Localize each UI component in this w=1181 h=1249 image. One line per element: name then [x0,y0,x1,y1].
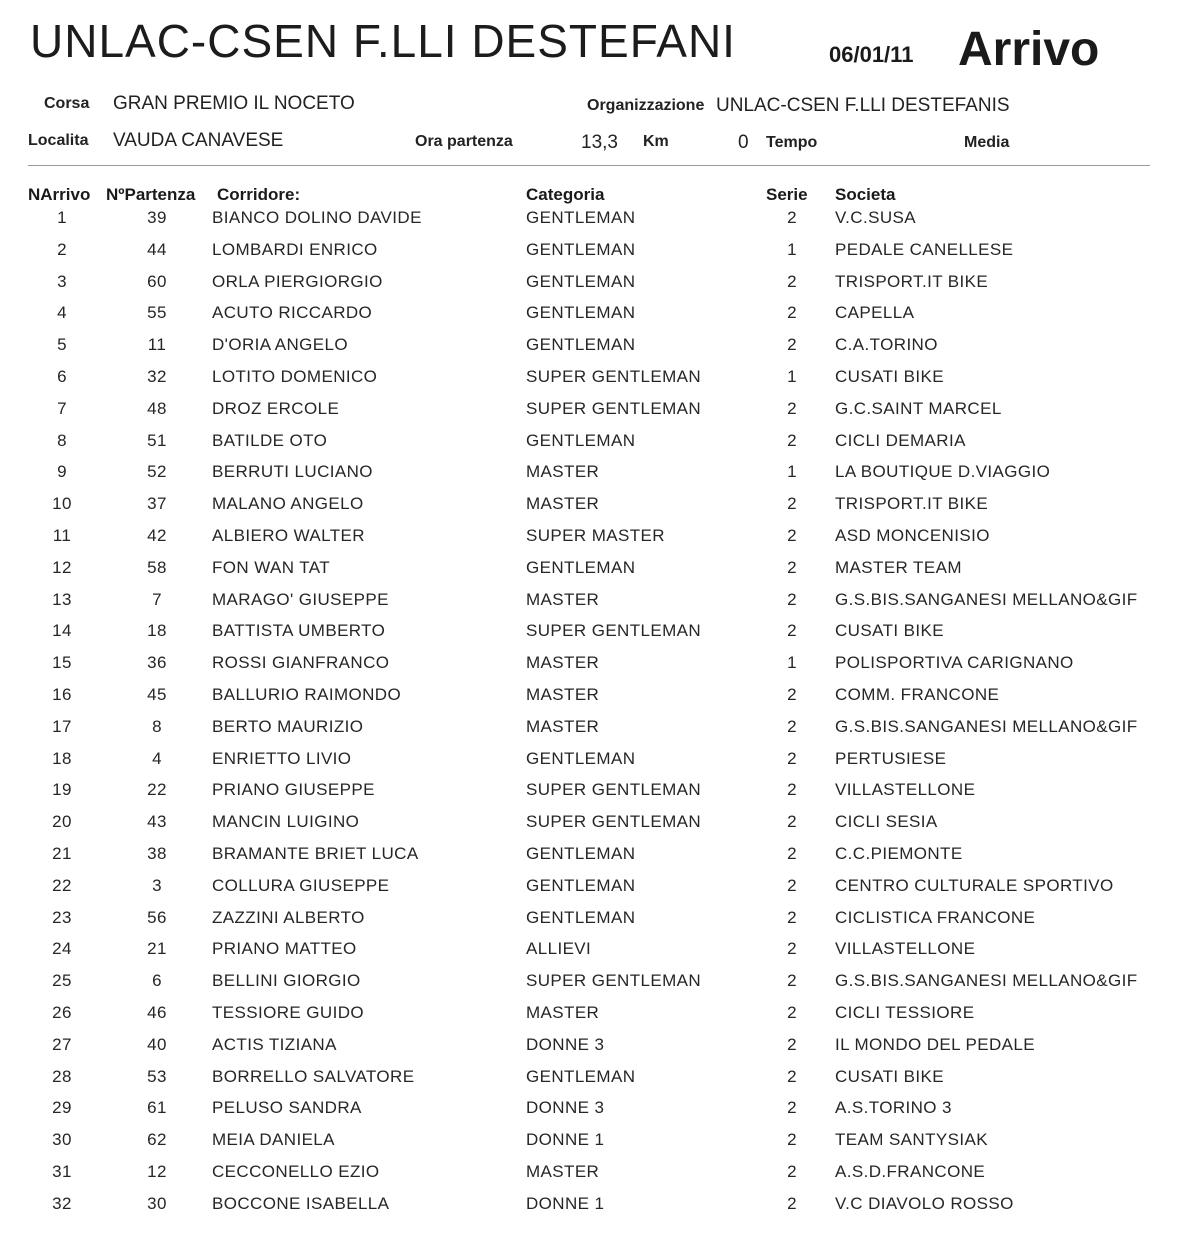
rider-name: BOCCONE ISABELLA [212,1193,390,1213]
category: MASTER [526,1161,600,1181]
series: 1 [787,653,797,673]
category: SUPER GENTLEMAN [526,971,702,991]
arrival-number: 28 [52,1066,72,1086]
rider-name: D'ORIA ANGELO [212,335,348,355]
category: GENTLEMAN [526,748,636,768]
rider-name: PELUSO SANDRA [212,1098,362,1118]
rider-name: BORRELLO SALVATORE [212,1066,415,1086]
table-row [0,1159,1181,1191]
team: TEAM SANTYSIAK [835,1130,988,1150]
rider-name: ZAZZINI ALBERTO [212,907,365,927]
series: 2 [787,843,797,863]
rider-name: BERRUTI LUCIANO [212,462,373,482]
category: MASTER [526,462,600,482]
localita-label: Localita [28,132,89,149]
category: GENTLEMAN [526,239,636,259]
start-number: 46 [147,1002,167,1022]
table-row [0,300,1181,332]
start-number: 61 [147,1098,167,1118]
start-number: 48 [147,398,167,418]
arrival-number: 7 [57,398,67,418]
category: GENTLEMAN [526,303,636,323]
table-row [0,714,1181,746]
table-row [0,205,1181,237]
team: TRISPORT.IT BIKE [835,271,989,291]
table-row [0,1127,1181,1159]
arrival-number: 5 [57,335,67,355]
rider-name: LOTITO DOMENICO [212,366,378,386]
arrival-number: 24 [52,939,72,959]
start-number: 40 [147,1034,167,1054]
team: IL MONDO DEL PEDALE [835,1034,1036,1054]
ora-partenza-value: 13,3 [581,132,618,153]
team: CAPELLA [835,303,915,323]
start-number: 37 [147,494,167,514]
media-label: Media [964,134,1010,151]
start-number: 11 [147,335,167,355]
table-row [0,396,1181,428]
category: SUPER GENTLEMAN [526,780,702,800]
series: 2 [787,748,797,768]
series: 2 [787,684,797,704]
table-row [0,905,1181,937]
team: POLISPORTIVA CARIGNANO [835,653,1074,673]
rider-name: DROZ ERCOLE [212,398,340,418]
category: DONNE 1 [526,1193,605,1213]
table-row [0,332,1181,364]
start-number: 52 [147,462,167,482]
series: 2 [787,557,797,577]
category: SUPER GENTLEMAN [526,621,702,641]
category: MASTER [526,653,600,673]
team: PEDALE CANELLESE [835,239,1014,259]
series: 2 [787,525,797,545]
start-number: 60 [147,271,167,291]
rider-name: BIANCO DOLINO DAVIDE [212,208,422,227]
start-number: 39 [147,208,167,227]
arrival-number: 21 [52,843,72,863]
start-number: 22 [147,780,167,800]
series: 2 [787,398,797,418]
team: TRISPORT.IT BIKE [835,494,989,514]
arrival-number: 14 [52,621,72,641]
series: 2 [787,271,797,291]
organizzazione-value: UNLAC-CSEN F.LLI DESTEFANIS [716,95,1010,116]
arrival-number: 4 [57,303,67,323]
series: 2 [787,1002,797,1022]
rider-name: CECCONELLO EZIO [212,1161,380,1181]
start-number: 30 [147,1193,167,1213]
table-row [0,936,1181,968]
localita-value: VAUDA CANAVESE [113,130,284,151]
start-number: 12 [147,1161,167,1181]
arrival-number: 22 [52,875,72,895]
race-date: 06/01/11 [829,42,914,67]
team: CUSATI BIKE [835,621,944,641]
series: 2 [787,907,797,927]
team: LA BOUTIQUE D.VIAGGIO [835,462,1051,482]
start-number: 21 [147,939,167,959]
column-header-categoria: Categoria [526,185,605,204]
table-row [0,841,1181,873]
category: MASTER [526,716,600,736]
start-number: 8 [152,716,162,736]
team: C.A.TORINO [835,335,938,355]
table-row [0,1032,1181,1064]
category: GENTLEMAN [526,271,636,291]
rider-name: ENRIETTO LIVIO [212,748,352,768]
category: DONNE 3 [526,1098,605,1118]
table-row [0,237,1181,269]
rider-name: PRIANO MATTEO [212,939,357,959]
rider-name: BALLURIO RAIMONDO [212,684,402,704]
series: 2 [787,1066,797,1086]
team: COMM. FRANCONE [835,684,1000,704]
rider-name: BATTISTA UMBERTO [212,621,386,641]
team: C.C.PIEMONTE [835,843,963,863]
category: DONNE 3 [526,1034,605,1054]
category: SUPER MASTER [526,525,665,545]
arrival-number: 25 [52,971,72,991]
category: SUPER GENTLEMAN [526,366,702,386]
team: G.S.BIS.SANGANESI MELLANO&GIF [835,589,1138,609]
series: 2 [787,1034,797,1054]
table-row [0,809,1181,841]
table-row [0,459,1181,491]
rider-name: BATILDE OTO [212,430,328,450]
table-row [0,364,1181,396]
rider-name: COLLURA GIUSEPPE [212,875,390,895]
table-row [0,1064,1181,1096]
table-row [0,746,1181,778]
series: 2 [787,812,797,832]
tempo-label: Tempo [766,134,818,151]
series: 1 [787,239,797,259]
arrival-number: 27 [52,1034,72,1054]
category: GENTLEMAN [526,907,636,927]
rider-name: ROSSI GIANFRANCO [212,653,390,673]
arrival-number: 30 [52,1130,72,1150]
arrival-number: 32 [52,1193,72,1213]
header-divider [28,165,1150,166]
km-value: 0 [738,132,749,153]
column-header-npartenza: NºPartenza [106,185,196,204]
team: MASTER TEAM [835,557,962,577]
series: 2 [787,494,797,514]
table-row [0,1191,1181,1223]
arrival-number: 17 [52,716,72,736]
category: GENTLEMAN [526,557,636,577]
rider-name: ACUTO RICCARDO [212,303,373,323]
table-row [0,777,1181,809]
start-number: 7 [152,589,162,609]
start-number: 38 [147,843,167,863]
start-number: 6 [152,971,162,991]
column-header-societa: Societa [835,185,896,204]
rider-name: TESSIORE GUIDO [212,1002,365,1022]
results-table [0,205,1181,1223]
category: ALLIEVI [526,939,592,959]
column-header-narrivo: NArrivo [28,185,91,204]
start-number: 18 [147,621,167,641]
table-row [0,269,1181,301]
category: SUPER GENTLEMAN [526,398,702,418]
arrivo-heading: Arrivo [958,23,1100,76]
start-number: 36 [147,653,167,673]
start-number: 45 [147,684,167,704]
team: CENTRO CULTURALE SPORTIVO [835,875,1114,895]
organizzazione-label: Organizzazione [587,97,705,114]
team: A.S.TORINO 3 [835,1098,952,1118]
team: CICLI TESSIORE [835,1002,975,1022]
arrival-number: 8 [57,430,67,450]
series: 2 [787,1161,797,1181]
table-row [0,1095,1181,1127]
arrival-number: 1 [57,208,67,227]
team: CICLISTICA FRANCONE [835,907,1036,927]
category: GENTLEMAN [526,208,636,227]
arrival-number: 12 [52,557,72,577]
arrival-number: 16 [52,684,72,704]
start-number: 32 [147,366,167,386]
start-number: 55 [147,303,167,323]
start-number: 42 [147,525,167,545]
rider-name: MANCIN LUIGINO [212,812,360,832]
table-row [0,491,1181,523]
team: G.C.SAINT MARCEL [835,398,1002,418]
team: V.C DIAVOLO ROSSO [835,1193,1014,1213]
series: 1 [787,462,797,482]
arrival-number: 2 [57,239,67,259]
series: 2 [787,335,797,355]
start-number: 43 [147,812,167,832]
category: GENTLEMAN [526,430,636,450]
category: MASTER [526,1002,600,1022]
rider-name: LOMBARDI ENRICO [212,239,378,259]
table-row [0,682,1181,714]
team: VILLASTELLONE [835,780,976,800]
arrival-number: 19 [52,780,72,800]
series: 2 [787,303,797,323]
column-header-corridore: Corridore: [217,185,301,204]
start-number: 56 [147,907,167,927]
rider-name: BERTO MAURIZIO [212,716,364,736]
team: A.S.D.FRANCONE [835,1161,986,1181]
arrival-number: 29 [52,1098,72,1118]
start-number: 62 [147,1130,167,1150]
corsa-label: Corsa [44,95,90,112]
table-row [0,523,1181,555]
arrival-number: 15 [52,653,72,673]
series: 2 [787,716,797,736]
rider-name: ACTIS TIZIANA [212,1034,337,1054]
team: G.S.BIS.SANGANESI MELLANO&GIF [835,971,1138,991]
team: PERTUSIESE [835,748,947,768]
category: GENTLEMAN [526,1066,636,1086]
table-row [0,618,1181,650]
arrival-number: 31 [52,1161,72,1181]
series: 2 [787,780,797,800]
series: 2 [787,939,797,959]
team: ASD MONCENISIO [835,525,990,545]
ora-partenza-label: Ora partenza [415,133,513,150]
arrival-number: 3 [57,271,67,291]
team: CUSATI BIKE [835,1066,944,1086]
arrival-number: 18 [52,748,72,768]
arrival-number: 23 [52,907,72,927]
table-row [0,968,1181,1000]
rider-name: ALBIERO WALTER [212,525,365,545]
series: 2 [787,971,797,991]
document-title: UNLAC-CSEN F.LLI DESTEFANI [30,15,736,67]
category: SUPER GENTLEMAN [526,812,702,832]
arrival-number: 20 [52,812,72,832]
start-number: 4 [152,748,162,768]
category: GENTLEMAN [526,843,636,863]
corsa-value: GRAN PREMIO IL NOCETO [113,93,355,114]
series: 2 [787,1193,797,1213]
arrival-number: 11 [52,525,72,545]
series: 2 [787,621,797,641]
team: CICLI DEMARIA [835,430,966,450]
km-label: Km [643,133,669,150]
arrival-number: 6 [57,366,67,386]
arrival-number: 10 [52,494,72,514]
rider-name: MEIA DANIELA [212,1130,335,1150]
series: 2 [787,875,797,895]
series: 2 [787,1130,797,1150]
table-row [0,873,1181,905]
team: VILLASTELLONE [835,939,976,959]
start-number: 3 [152,875,162,895]
rider-name: FON WAN TAT [212,557,331,577]
category: MASTER [526,494,600,514]
team: G.S.BIS.SANGANESI MELLANO&GIF [835,716,1138,736]
rider-name: PRIANO GIUSEPPE [212,780,375,800]
series: 2 [787,430,797,450]
table-row [0,428,1181,460]
team: CICLI SESIA [835,812,938,832]
arrival-number: 9 [57,462,67,482]
arrival-number: 26 [52,1002,72,1022]
table-row [0,555,1181,587]
rider-name: BELLINI GIORGIO [212,971,361,991]
start-number: 58 [147,557,167,577]
start-number: 51 [147,430,167,450]
team: CUSATI BIKE [835,366,944,386]
arrival-number: 13 [52,589,72,609]
rider-name: ORLA PIERGIORGIO [212,271,383,291]
rider-name: BRAMANTE BRIET LUCA [212,843,419,863]
team: V.C.SUSA [835,208,916,227]
rider-name: MALANO ANGELO [212,494,364,514]
category: DONNE 1 [526,1130,605,1150]
category: MASTER [526,684,600,704]
start-number: 44 [147,239,167,259]
table-row [0,650,1181,682]
category: GENTLEMAN [526,335,636,355]
series: 1 [787,366,797,386]
series: 2 [787,1098,797,1118]
series: 2 [787,208,797,227]
rider-name: MARAGO' GIUSEPPE [212,589,389,609]
start-number: 53 [147,1066,167,1086]
column-header-serie: Serie [766,185,808,204]
series: 2 [787,589,797,609]
category: GENTLEMAN [526,875,636,895]
table-row [0,587,1181,619]
category: MASTER [526,589,600,609]
table-row [0,1000,1181,1032]
